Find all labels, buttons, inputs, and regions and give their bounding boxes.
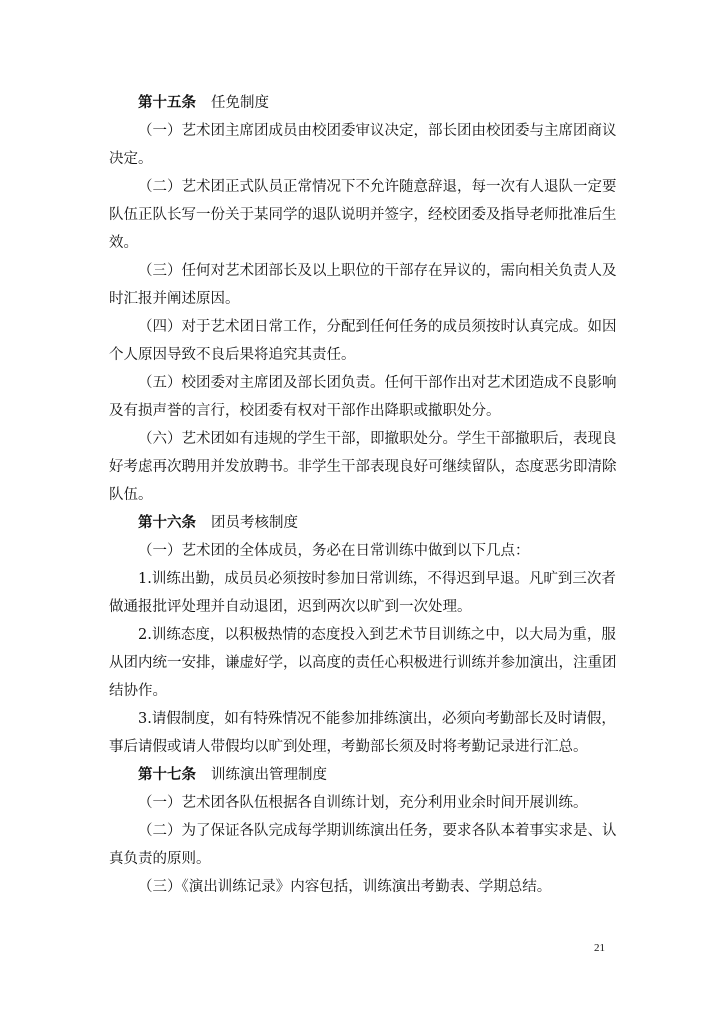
- text-line: 做通报批评处理并自动退团，迟到两次以旷到一次处理。: [109, 599, 472, 615]
- paragraph: [109, 313, 617, 369]
- text-line: （三）《演出训练记录》内容包括，训练演出考勤表、学期总结。: [138, 879, 552, 895]
- text-line: 真负责的原则。: [109, 851, 211, 867]
- text-line: （六）艺术团如有违规的学生干部，即撤职处分。学生干部撤职后，表现良: [138, 431, 617, 447]
- text-line: 及有损声誉的言行，校团委有权对干部作出降职或撤职处分。: [109, 403, 501, 419]
- text-line: 好考虑再次聘用并发放聘书。非学生干部表现良好可继续留队，态度恶劣即清除: [109, 459, 617, 475]
- heading-line: [109, 89, 614, 117]
- paragraph: [109, 873, 614, 901]
- article-number: 第十七条: [138, 767, 196, 783]
- paragraph: [109, 257, 617, 313]
- article-title: 任免制度: [211, 95, 269, 111]
- article-heading: [109, 89, 614, 117]
- text-line: 3.请假制度，如有特殊情况不能参加排练演出，必须向考勤部长及时请假，: [138, 711, 616, 727]
- text-line: （一）艺术团各队伍根据各自训练计划，充分利用业余时间开展训练。: [138, 795, 588, 811]
- paragraph: [109, 817, 617, 873]
- paragraph: [109, 705, 614, 761]
- text-line: （三）任何对艺术团部长及以上职位的干部存在异议的，需向相关负责人及: [138, 263, 617, 279]
- paragraph: [109, 425, 617, 509]
- text-line: 队伍正队长写一份关于某同学的退队说明并签字，经校团委及指导老师批准后生: [109, 207, 617, 223]
- paragraph: [109, 565, 614, 621]
- text-line: （二）为了保证各队完成每学期训练演出任务，要求各队本着事实求是、认: [138, 823, 617, 839]
- text-line: （五）校团委对主席团及部长团负责。任何干部作出对艺术团造成不良影响: [138, 375, 617, 391]
- text-line: 2.训练态度，以积极热情的态度投入到艺术节目训练之中，以大局为重，服: [138, 627, 616, 643]
- article-heading: [109, 509, 614, 537]
- paragraph: [109, 621, 617, 705]
- article-title: 团员考核制度: [211, 515, 298, 531]
- text-line: 结协作。: [109, 683, 167, 699]
- text-line: 个人原因导致不良后果将追究其责任。: [109, 347, 356, 363]
- page-number: 21: [594, 942, 605, 954]
- paragraph: [109, 369, 617, 425]
- document-body: [109, 89, 617, 901]
- text-line: （二）艺术团正式队员正常情况下不允许随意辞退，每一次有人退队一定要: [138, 179, 617, 195]
- article-title: 训练演出管理制度: [211, 767, 327, 783]
- article-number: 第十六条: [138, 515, 196, 531]
- heading-line: [109, 509, 614, 537]
- text-line: （四）对于艺术团日常工作，分配到任何任务的成员须按时认真完成。如因: [138, 319, 617, 335]
- article-heading: [109, 761, 614, 789]
- text-line: 事后请假或请人带假均以旷到处理，考勤部长须及时将考勤记录进行汇总。: [109, 739, 588, 755]
- text-line: （一）艺术团的全体成员，务必在日常训练中做到以下几点：: [138, 543, 530, 559]
- heading-line: [109, 761, 614, 789]
- text-line: 从团内统一安排，谦虚好学，以高度的责任心积极进行训练并参加演出，注重团: [109, 655, 617, 671]
- text-line: 决定。: [109, 151, 153, 167]
- article-number: 第十五条: [138, 95, 196, 111]
- text-line: 1.训练出勤，成员员必须按时参加日常训练，不得迟到早退。凡旷到三次者: [138, 571, 616, 587]
- paragraph: [109, 537, 614, 565]
- text-line: 时汇报并阐述原因。: [109, 291, 240, 307]
- paragraph: [109, 117, 617, 173]
- text-line: 效。: [109, 235, 138, 251]
- paragraph: [109, 173, 617, 257]
- paragraph: [109, 789, 614, 817]
- text-line: （一）艺术团主席团成员由校团委审议决定，部长团由校团委与主席团商议: [138, 123, 617, 139]
- text-line: 队伍。: [109, 487, 153, 503]
